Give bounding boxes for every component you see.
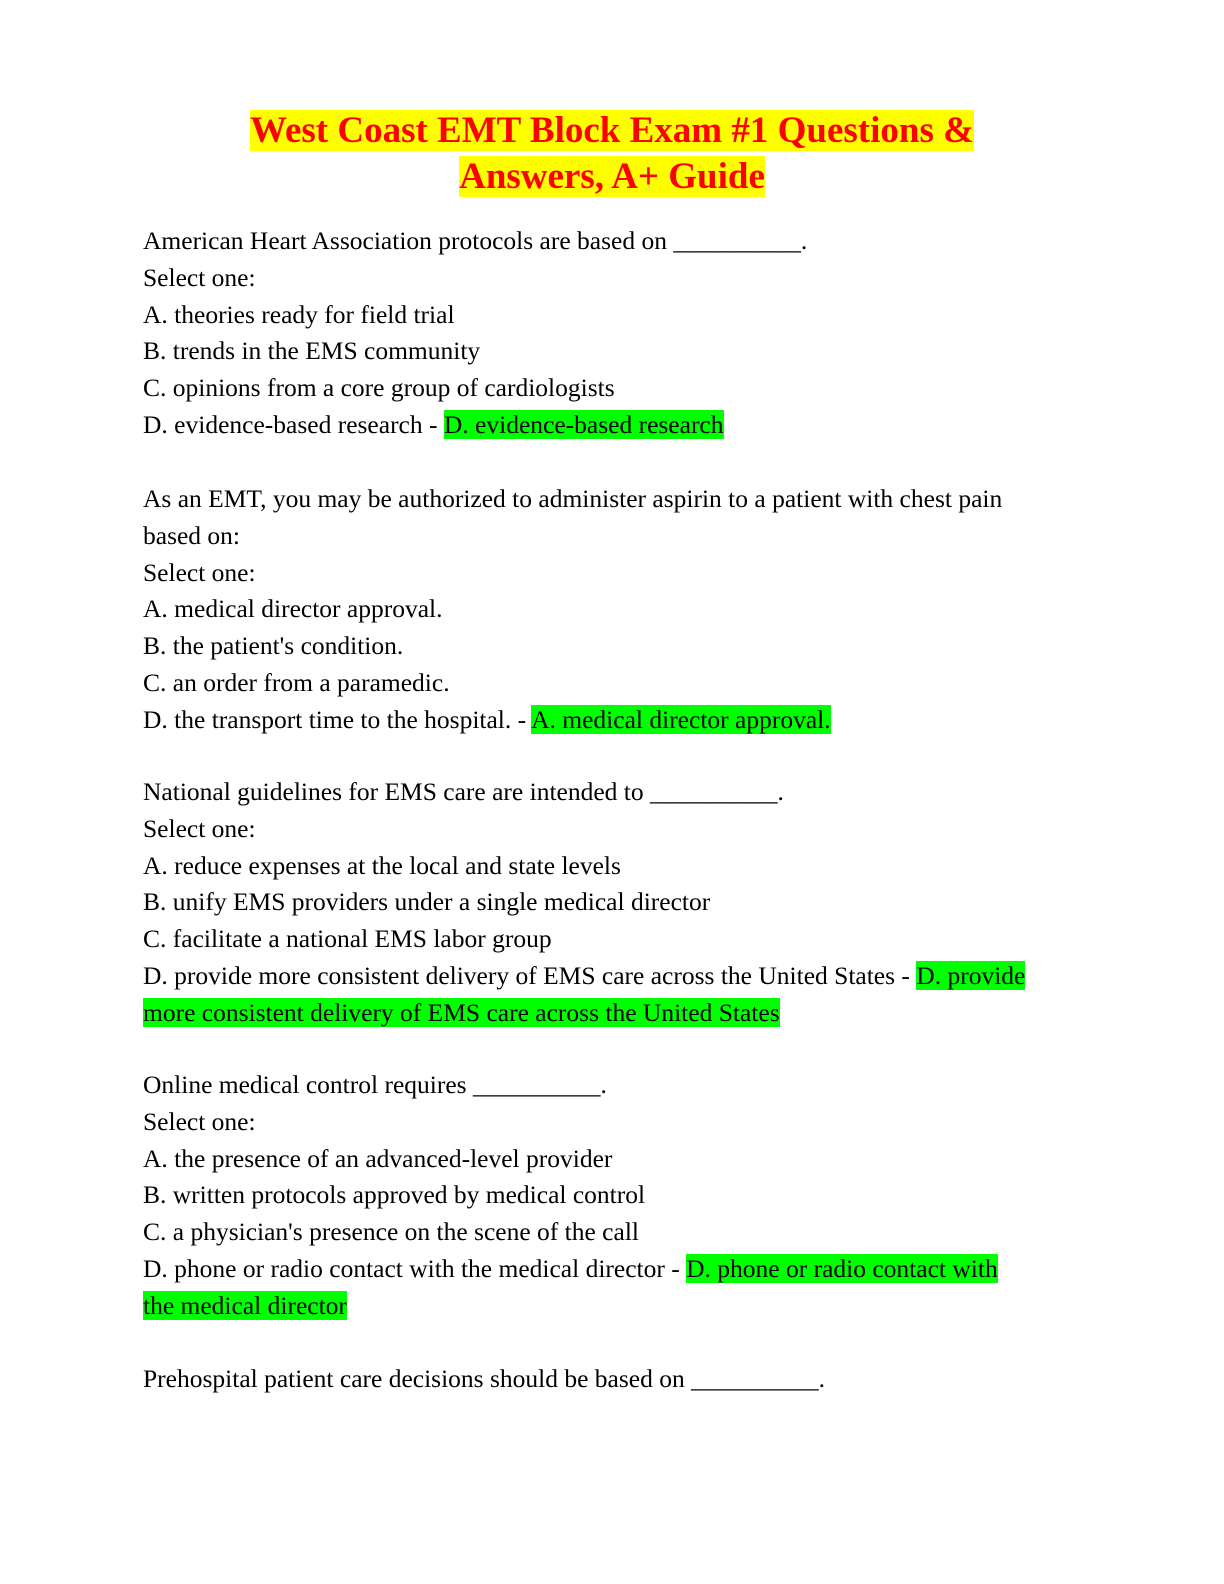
title-line-1: West Coast EMT Block Exam #1 Questions & bbox=[250, 110, 974, 151]
question-stem: National guidelines for EMS care are intended to __________. bbox=[143, 777, 784, 806]
option-d-line bbox=[143, 407, 1043, 444]
option-d-line bbox=[143, 702, 1043, 739]
question-stem: American Heart Association protocols are based on __________. bbox=[143, 226, 808, 255]
option-d-line bbox=[143, 1251, 1033, 1325]
option-a: A. medical director approval. bbox=[143, 594, 443, 624]
answer-highlight: D. provide more consistent delivery of EMS care across the United States bbox=[143, 960, 1026, 1027]
question-4 bbox=[143, 1067, 1043, 1325]
question-stem: Prehospital patient care decisions should be based on __________. bbox=[143, 1364, 825, 1393]
option-c: C. an order from a paramedic. bbox=[143, 667, 450, 697]
option-b: B. the patient's condition. bbox=[143, 631, 404, 661]
question-5 bbox=[143, 1361, 1043, 1398]
select-label: Select one: bbox=[143, 557, 256, 587]
option-c: C. facilitate a national EMS labor group bbox=[143, 924, 552, 954]
option-a: A. the presence of an advanced-level provider bbox=[143, 1143, 613, 1173]
option-d: D. evidence-based research - bbox=[143, 409, 444, 439]
question-stem: Online medical control requires __________. bbox=[143, 1070, 607, 1099]
option-d-line bbox=[143, 958, 1033, 1032]
option-b: B. unify EMS providers under a single medical director bbox=[143, 887, 711, 917]
answer-highlight: D. phone or radio contact with the medical director bbox=[143, 1253, 998, 1320]
select-label: Select one: bbox=[143, 262, 256, 292]
document-title bbox=[0, 108, 1224, 200]
question-2 bbox=[143, 481, 1043, 739]
answer-highlight: A. medical director approval. bbox=[531, 704, 831, 734]
title-line-2: Answers, A+ Guide bbox=[459, 156, 765, 197]
select-label: Select one: bbox=[143, 1106, 256, 1136]
option-c: C. opinions from a core group of cardiologists bbox=[143, 373, 615, 403]
option-d: D. phone or radio contact with the medical director - bbox=[143, 1253, 687, 1283]
option-a: A. theories ready for field trial bbox=[143, 299, 455, 329]
answer-highlight: D. evidence-based research bbox=[443, 409, 724, 439]
option-a: A. reduce expenses at the local and state levels bbox=[143, 850, 621, 880]
option-d: D. the transport time to the hospital. - bbox=[143, 704, 532, 734]
option-c: C. a physician's presence on the scene of the call bbox=[143, 1217, 639, 1247]
question-3 bbox=[143, 774, 1043, 1032]
option-b: B. written protocols approved by medical control bbox=[143, 1180, 646, 1210]
option-d: D. provide more consistent delivery of EMS care across the United States - bbox=[143, 960, 917, 990]
question-1 bbox=[143, 223, 1043, 444]
question-stem: As an EMT, you may be authorized to administer aspirin to a patient with chest pain based on: bbox=[143, 484, 1003, 550]
select-label: Select one: bbox=[143, 813, 256, 843]
option-b: B. trends in the EMS community bbox=[143, 336, 481, 366]
